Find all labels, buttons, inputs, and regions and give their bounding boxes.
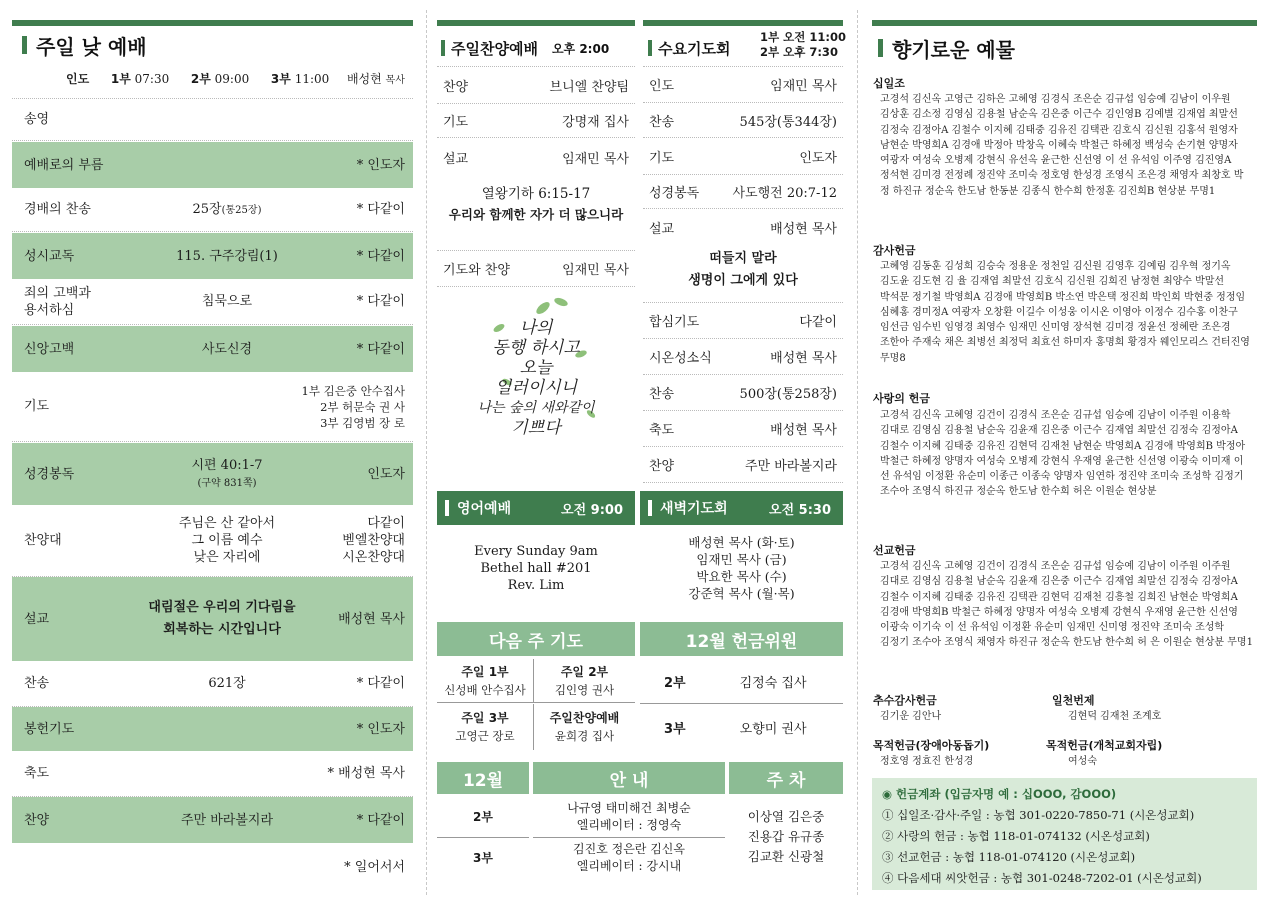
top-rule — [872, 20, 1257, 26]
chuseok-heading: 추수감사헌금 — [873, 694, 937, 707]
order-row-call: 예배로의 부름 * 인도자 — [12, 142, 413, 188]
order-row-choir: 찬양대 주님은 산 같아서 그 이름 예수 낮은 자리에 다같이 벧엘찬양대 시온찬양대 — [12, 505, 413, 577]
guide-row: 나규영 태미해건 최병순 엘리베이터 : 정영숙 — [533, 796, 725, 838]
order-row-reading: 성경봉독 시편 40:1-7 (구약 831쪽) 인도자 — [12, 443, 413, 505]
order-row-benediction: 축도 * 배성현 목사 — [12, 751, 413, 797]
love-names: 고경석 김신옥 고혜영 김건이 김경식 조은순 김규섭 임승예 김남이 이주원 이용학 김대로 김영심 김용철 남순옥 김윤재 김은중 이근수 김재엽 최말선 김정숙 김정아A 김철수 이지혜 김태중 김유진 김현덕 김재천 남현순 박영희A 김경애 박영희B 박정아 박철근 하혜정 양명자 여성숙 오병제 강현식 우재영 윤근한 신선영 이광숙 이미재 이 선 유석임 이정환 유순미 이종근 이종숙 양명자 임연하 정진약 조미숙 조성학 김정기 조수아 조영식 하진규 정순옥 한도남 한수희 허은 이원순 현상분 — [880, 410, 1246, 498]
offerings-title: 향기로운 예물 — [878, 35, 1015, 61]
column-divider — [857, 10, 858, 895]
title-marker — [648, 500, 652, 516]
wednesday-row: 설교 배성현 목사 — [649, 221, 837, 237]
purpose1-heading: 목적헌금(장애아동돕기) — [873, 739, 990, 752]
guide-row-label: 3부 — [473, 851, 493, 865]
offering-committee-row: 2부 김정숙 집사 — [640, 659, 843, 704]
parking-list: 이상열 김은중 진용갑 유규종 김교환 신광철 — [747, 809, 825, 864]
thousand-names: 김현덕 김재천 조계호 — [1068, 711, 1162, 722]
wednesday-title: 수요기도회 — [648, 38, 730, 58]
purpose1-names: 정호영 정효진 한성경 — [880, 756, 974, 767]
wednesday-row: 시온성소식 배성현 목사 — [643, 339, 843, 375]
order-row-praise: 찬양 주만 바라볼지라 * 다같이 — [12, 797, 413, 843]
next-prayer-header: 다음 주 기도 — [437, 622, 635, 656]
top-rule — [437, 20, 635, 26]
service-times: 인도 1부 07:30 2부 09:00 3부 11:00 배성현 목사 — [66, 72, 405, 86]
purpose2-names: 여성숙 — [1068, 756, 1097, 767]
thanks-names: 고혜영 김동훈 김성희 김승숙 정용운 정천일 김신원 김영후 김예림 김우혁 정기옥 김도윤 김도현 김 율 김재엽 최말선 김호식 김신원 김희진 남정현 최양수 박말선 박석문 정기철 박영희A 김경애 박영희B 박소연 박은택 정진희 박인희 박현중 정정임 심혜홍 경미정A 여광자 오창환 이길수 이성웅 이시온 이영아 이정수 김수홍 이찬구 임선금 임수빈 임영경 최영수 임재민 신미영 장석현 김미경 정윤선 정혜란 조은경 조한아 주재숙 채은 최병선 최정덕 최효선 하미자 홍명희 황경자 웨인모리스 건터진영 무명8 — [880, 261, 1250, 364]
order-row-sermon: 설교 대림절은 우리의 기다림을 회복하는 시간입니다 배성현 목사 — [12, 577, 413, 661]
wednesday-row: 찬송 545장(통344장) — [643, 103, 843, 138]
offering-committee-row: 3부 오향미 권사 — [664, 721, 807, 737]
praise-row: 기도 강명재 집사 — [437, 104, 635, 138]
order-row-prayer: 기도 1부 김은중 안수집사 2부 허문숙 권 사 3부 김영범 장 로 — [12, 372, 413, 442]
mission-names: 고경석 김신옥 고혜영 김건이 김경식 조은순 김규섭 임승예 김남이 이주원 이주원 김대로 김영심 김용철 남순옥 김윤재 김은중 이근수 김재엽 최말선 김정숙 김정아A 김철수 이지혜 김태중 김유진 김택관 김현덕 김재천 김흥철 김희진 남현순 박영희A 김경애 박영희B 박철근 하혜정 양명자 여성숙 오병제 강현식 우재영 윤근한 신선영 이광숙 이기숙 이 선 유석임 이정환 유순미 임재민 신미영 정진약 조미숙 조성학 김정기 조수아 조영식 채영자 하진규 정순옥 한도남 한수희 허 은 이원순 현상분 무명1 — [880, 561, 1253, 649]
guide-row: 김진호 정은란 김신옥 엘리베이터 : 강시내 — [573, 842, 685, 873]
parking-header: 주 차 — [729, 762, 843, 794]
wednesday-sermon: 떠들지 말라 생명이 그에게 있다 — [688, 251, 798, 288]
column-divider — [426, 10, 427, 895]
next-prayer-cell: 주일 1부 신성배 안수집사 — [437, 659, 534, 703]
tithe-heading: 십일조 — [873, 77, 905, 90]
title-marker — [441, 40, 445, 56]
calligraphy-text: 나의 동행 하시고 오늘 일러이시니 나는 숲의 새와같이 기쁘다 — [477, 318, 595, 438]
order-row-hymn: 경배의 찬송 25장(통25장) * 다같이 — [12, 188, 413, 232]
wednesday-row: 찬송 500장(통258장) — [643, 375, 843, 411]
wednesday-row: 축도 배성현 목사 — [643, 411, 843, 447]
chuseok-names: 김기운 김안나 — [880, 711, 942, 722]
wednesday-time: 1부 오전 11:00 2부 오후 7:30 — [760, 30, 846, 59]
title-marker — [445, 500, 449, 516]
purpose2-heading: 목적헌금(개척교회자립) — [1046, 739, 1163, 752]
wednesday-row: 합심기도 다같이 — [643, 303, 843, 339]
mission-heading: 선교헌금 — [873, 544, 916, 557]
order-row-offering-prayer: 봉헌기도 * 인도자 — [12, 707, 413, 751]
guide-row-label: 2부 — [437, 796, 529, 838]
offering-committee-header: 12월 헌금위원 — [640, 622, 843, 656]
title-marker — [22, 36, 27, 54]
guide-month-header: 12월 — [437, 762, 529, 794]
top-rule — [12, 20, 413, 26]
praise-sermon: 우리와 함께한 자가 더 많으니라 — [448, 207, 624, 222]
praise-row: 기도와 찬양 임재민 목사 — [437, 251, 635, 287]
title-marker — [878, 39, 883, 57]
wednesday-row: 인도 임재민 목사 — [643, 67, 843, 103]
dawn-header: 새벽기도회 오전 5:30 — [640, 491, 843, 525]
order-row-creed: 신앙고백 사도신경 * 다같이 — [12, 326, 413, 372]
next-prayer-cell: 주일 2부 김인영 권사 — [534, 659, 635, 703]
title-marker — [648, 40, 652, 56]
top-rule — [643, 20, 843, 26]
wednesday-row: 성경봉독 사도행전 20:7-12 — [643, 175, 843, 209]
tithe-names: 고경석 김신옥 고영근 김하은 고혜영 김경식 조은순 김규섭 임승예 김남이 이우원 김상훈 김소정 김영심 김용철 남순옥 김은중 이근수 김인영B 김예별 김재엽 최말선 김정숙 김정아A 김철수 이지혜 김태중 김유진 김택관 김호식 김신원 김홍석 원영자 남현순 박영희A 김경애 박정아 박창옥 이혜숙 박철근 하혜정 백성숙 손기현 양명자 여광자 여성숙 오병제 강현식 유선옥 윤근한 신선영 이 선 유석임 이주영 김진영A 정석현 김미경 전정례 정진약 조미숙 정호영 한성경 조영식 조은경 채영자 최창호 박 정 하진규 정순옥 한도남 한동분 김종식 한수희 한정훈 김진희B 현상분 무명1 — [880, 94, 1244, 197]
order-row-songyoung: 송영 — [12, 99, 413, 141]
order-row-hymn2: 찬송 621장 * 다같이 — [12, 661, 413, 707]
praise-title: 주일찬양예배 오후 2:00 — [441, 38, 609, 58]
praise-row: 설교 임재민 목사 — [443, 151, 629, 167]
bank-accounts-box: ◉ 헌금계좌 (입금자명 예 : 십OOO, 감OOO) ① 십일조·감사·주일 : 농협 301-0220-7850-71 (시온성교회) ② 사랑의 헌금 : 농협 118-01-074132 (시온성교회) ③ 선교헌금 : 농협 118-01-074120 (시온성교회) ④ 다음세대 씨앗헌금 : 농협 301-0248-7202-01 (시온성교회) — [872, 778, 1257, 890]
sunday-title: 주일 낮 예배 — [22, 32, 147, 58]
dawn-info: 배성현 목사 (화·토) 임재민 목사 (금) 박요한 목사 (수) 강준혁 목사 (월·목) — [688, 535, 795, 601]
wednesday-row: 기도 인도자 — [643, 138, 843, 175]
order-row-responsive: 성시교독 115. 구주강림(1) * 다같이 — [12, 233, 413, 279]
thanks-heading: 감사헌금 — [873, 244, 916, 257]
next-prayer-cell: 주일 3부 고영근 장로 — [437, 704, 534, 750]
thousand-heading: 일천번제 — [1052, 694, 1095, 707]
next-prayer-cell: 주일찬양예배 윤희경 집사 — [549, 711, 620, 743]
guide-header: 안 내 — [533, 762, 725, 794]
standing-note: * 일어서서 — [344, 860, 405, 875]
love-heading: 사랑의 헌금 — [873, 392, 930, 405]
wednesday-row: 찬양 주만 바라볼지라 — [643, 447, 843, 483]
english-header: 영어예배 오전 9:00 — [437, 491, 635, 525]
praise-verse: 열왕기하 6:15-17 — [481, 186, 591, 202]
order-row-confession: 죄의 고백과 용서하심 침묵으로 * 다같이 — [12, 279, 413, 325]
english-info: Every Sunday 9am Bethel hall #201 Rev. Lim — [474, 544, 598, 593]
praise-row: 찬양 브니엘 찬양팀 — [437, 67, 635, 104]
